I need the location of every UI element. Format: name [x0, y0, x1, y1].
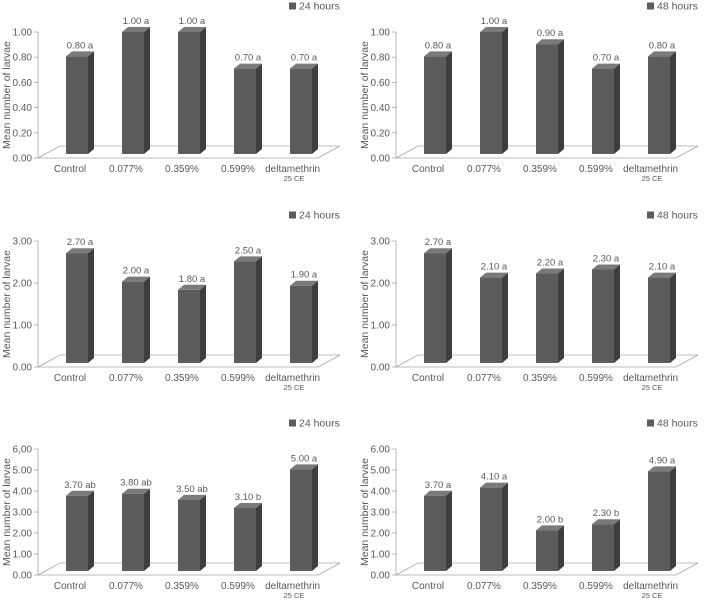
bar-side-face — [256, 64, 262, 154]
bar-front-face — [178, 290, 200, 363]
data-label: 0.90 a — [536, 28, 564, 40]
y-tick-label: 0.60 — [12, 77, 32, 89]
legend-label: 24 hours — [299, 0, 340, 13]
bar — [234, 256, 262, 363]
data-label: 5.00 a — [290, 453, 318, 465]
bar — [592, 64, 620, 154]
y-tick-label: 3.00 — [370, 507, 390, 519]
bar-front-face — [122, 32, 144, 154]
bar-front-face — [480, 278, 502, 363]
x-tick-label: Control — [411, 164, 445, 175]
legend — [289, 210, 340, 222]
x-tick-label: Control — [411, 581, 445, 592]
bar-side-face — [670, 273, 676, 363]
x-tick-label: Control — [411, 373, 445, 384]
data-label: 1.90 a — [290, 269, 318, 281]
bar-front-face — [536, 274, 558, 363]
y-tick-label: 5.00 — [370, 465, 390, 477]
y-axis-title: Mean number of larvae — [359, 250, 371, 358]
x-tick-label-line: deltamethrin — [265, 581, 323, 592]
x-tick-label-line: deltamethrin — [623, 164, 681, 175]
y-axis-title: Mean number of larvae — [1, 41, 13, 149]
data-label: 2.10 a — [480, 261, 508, 273]
data-label: 1.00 a — [178, 16, 206, 27]
bar-side-face — [502, 273, 508, 363]
bar-side-face — [614, 519, 620, 571]
x-tick-label: 0.359% — [165, 581, 199, 592]
legend-swatch — [647, 212, 654, 219]
legend-swatch — [289, 3, 296, 10]
bar — [648, 466, 676, 571]
bar-front-face — [122, 494, 144, 571]
bar-front-face — [648, 471, 670, 571]
x-tick-label: 0.599% — [221, 373, 255, 384]
x-tick-label: 0.599% — [221, 164, 255, 175]
bar — [480, 483, 508, 571]
chart-panel — [359, 1, 698, 184]
legend-label: 48 hours — [657, 0, 698, 13]
bar-front-face — [234, 69, 256, 154]
y-tick-label: 0.00 — [370, 362, 390, 374]
bar-side-face — [502, 27, 508, 154]
y-tick-label: 1.00 — [370, 320, 390, 332]
bar — [648, 273, 676, 363]
data-label: 4.90 a — [648, 455, 676, 467]
bar-front-face — [66, 56, 88, 154]
bar-side-face — [558, 525, 564, 571]
x-tick-label-line: deltamethrin — [623, 581, 681, 592]
data-label: 2.30 a — [592, 253, 620, 265]
bar — [424, 51, 452, 154]
bar-front-face — [178, 500, 200, 571]
x-tick-label: Control — [53, 373, 87, 384]
bar — [66, 491, 94, 571]
bar — [178, 495, 206, 571]
x-tick-label-line: 25 CE — [641, 383, 663, 392]
data-label: 0.80 a — [424, 40, 452, 52]
y-tick-label: 2.00 — [12, 278, 32, 290]
bar-front-face — [480, 32, 502, 154]
x-tick-label: 0.359% — [165, 164, 199, 175]
bar-side-face — [614, 264, 620, 363]
legend — [289, 1, 340, 13]
bar — [592, 264, 620, 363]
y-tick-label: 1.00 — [12, 549, 32, 561]
bar-front-face — [592, 524, 614, 571]
x-tick-label: 0.599% — [579, 164, 613, 175]
x-tick-label — [623, 581, 681, 600]
x-tick-label: 0.077% — [109, 581, 143, 592]
data-label: 3.50 ab — [176, 483, 208, 495]
legend-swatch — [289, 212, 296, 219]
data-label: 3.80 ab — [120, 477, 152, 489]
x-tick-label — [623, 373, 681, 392]
x-tick-label-line: 25 CE — [283, 383, 305, 392]
bar-front-face — [290, 69, 312, 154]
x-tick-label-line: 25 CE — [283, 591, 305, 600]
y-tick-label: 0.00 — [370, 570, 390, 582]
y-tick-label: 3.00 — [370, 236, 390, 248]
data-label: 0.70 a — [234, 52, 262, 64]
bar-side-face — [558, 39, 564, 154]
data-label: 2.50 a — [234, 245, 262, 257]
x-tick-label-line: 25 CE — [641, 174, 663, 183]
data-label: 4.10 a — [480, 471, 508, 483]
bar-side-face — [256, 256, 262, 363]
x-tick-label: 0.599% — [221, 581, 255, 592]
bar-front-face — [536, 530, 558, 571]
chart-panel — [359, 210, 698, 393]
y-axis-title: Mean number of larvae — [1, 250, 13, 358]
x-tick-label — [265, 373, 323, 392]
bar — [536, 39, 564, 154]
data-label: 2.30 b — [592, 508, 620, 520]
legend — [647, 210, 698, 222]
bar — [592, 519, 620, 571]
data-label: 2.70 a — [424, 237, 452, 249]
bar-side-face — [446, 248, 452, 363]
data-label: 2.00 a — [122, 265, 150, 277]
y-tick-label: 0.40 — [12, 103, 32, 115]
bar-front-face — [234, 261, 256, 363]
legend — [647, 418, 698, 430]
bar-front-face — [424, 56, 446, 154]
y-tick-label: 1.00 — [370, 549, 390, 561]
x-tick-label: 0.077% — [109, 164, 143, 175]
y-tick-label: 2.00 — [12, 528, 32, 540]
y-tick-label: 6.00 — [370, 444, 390, 456]
x-tick-label: 0.359% — [523, 164, 557, 175]
bar-front-face — [480, 488, 502, 571]
x-tick-label-line: 25 CE — [283, 174, 305, 183]
legend — [647, 1, 698, 13]
chart-panel — [359, 418, 698, 601]
bar — [178, 285, 206, 363]
bar — [234, 64, 262, 154]
y-axis-title: Mean number of larvae — [359, 41, 371, 149]
y-tick-label: 1.00 — [370, 27, 390, 39]
bar-side-face — [200, 495, 206, 571]
bar-side-face — [144, 27, 150, 154]
bar — [424, 491, 452, 571]
x-tick-label: 0.077% — [109, 373, 143, 384]
x-tick-label: Control — [53, 164, 87, 175]
x-tick-label: Control — [53, 581, 87, 592]
y-axis-title: Mean number of larvae — [359, 458, 371, 566]
bar-side-face — [446, 51, 452, 154]
bar-front-face — [66, 253, 88, 363]
x-tick-label-line: 25 CE — [641, 591, 663, 600]
bar-side-face — [88, 248, 94, 363]
chart-panel — [1, 418, 340, 601]
bar-front-face — [648, 56, 670, 154]
bar — [290, 64, 318, 154]
y-tick-label: 0.20 — [370, 128, 390, 140]
bar — [122, 277, 150, 363]
bar-side-face — [144, 277, 150, 363]
y-tick-label: 0.80 — [370, 52, 390, 64]
x-tick-label: 0.077% — [467, 581, 501, 592]
data-label: 0.70 a — [592, 52, 620, 64]
legend-swatch — [647, 420, 654, 427]
bar-front-face — [536, 44, 558, 154]
bar-side-face — [312, 64, 318, 154]
data-label: 3.10 b — [234, 491, 262, 503]
legend-label: 24 hours — [299, 209, 340, 222]
legend-label: 48 hours — [657, 209, 698, 222]
bar-front-face — [592, 269, 614, 363]
bar-front-face — [66, 496, 88, 571]
data-label: 0.80 a — [648, 40, 676, 52]
x-tick-label: 0.599% — [579, 581, 613, 592]
y-axis-title: Mean number of larvae — [1, 458, 13, 566]
bar-side-face — [256, 503, 262, 571]
bar — [480, 273, 508, 363]
y-tick-label: 5.00 — [12, 465, 32, 477]
bar-front-face — [178, 32, 200, 154]
data-label: 0.80 a — [66, 40, 94, 52]
y-tick-label: 4.00 — [12, 486, 32, 498]
bar — [290, 464, 318, 571]
x-tick-label — [265, 164, 323, 183]
legend — [289, 418, 340, 430]
bar — [424, 248, 452, 363]
bar-front-face — [234, 508, 256, 571]
data-label: 2.00 b — [536, 514, 564, 526]
bar — [178, 27, 206, 154]
legend-swatch — [289, 420, 296, 427]
y-tick-label: 0.60 — [370, 77, 390, 89]
x-tick-label: 0.077% — [467, 373, 501, 384]
y-tick-label: 4.00 — [370, 486, 390, 498]
y-tick-label: 1.00 — [12, 27, 32, 39]
bar-side-face — [670, 466, 676, 571]
bar — [536, 269, 564, 363]
bar — [290, 281, 318, 363]
bar-side-face — [144, 489, 150, 571]
y-tick-label: 1.00 — [12, 320, 32, 332]
y-tick-label: 0.00 — [12, 153, 32, 165]
bar-side-face — [446, 491, 452, 571]
x-tick-label: 0.599% — [579, 373, 613, 384]
y-tick-label: 0.40 — [370, 103, 390, 115]
x-tick-label: 0.359% — [523, 373, 557, 384]
y-tick-label: 0.20 — [12, 128, 32, 140]
x-tick-label: 0.077% — [467, 164, 501, 175]
data-label: 2.70 a — [66, 237, 94, 249]
bar-front-face — [290, 469, 312, 571]
y-tick-label: 0.00 — [12, 362, 32, 374]
bar — [122, 27, 150, 154]
bar-front-face — [592, 69, 614, 154]
data-label: 0.70 a — [290, 52, 318, 64]
legend-swatch — [647, 3, 654, 10]
chart-panel — [1, 210, 340, 393]
data-label: 3.70 a — [424, 479, 452, 491]
data-label: 3.70 ab — [64, 479, 96, 491]
y-tick-label: 3.00 — [12, 236, 32, 248]
y-tick-label: 0.00 — [12, 570, 32, 582]
bar-front-face — [648, 278, 670, 363]
bar-side-face — [502, 483, 508, 571]
y-tick-label: 2.00 — [370, 278, 390, 290]
data-label: 1.00 a — [122, 16, 150, 27]
y-tick-label: 6,00 — [12, 444, 32, 456]
bar-side-face — [200, 27, 206, 154]
bar-side-face — [614, 64, 620, 154]
x-tick-label — [623, 164, 681, 183]
bar — [66, 248, 94, 363]
bar — [234, 503, 262, 571]
bar — [122, 489, 150, 571]
y-tick-label: 3.00 — [12, 507, 32, 519]
data-label: 2.10 a — [648, 261, 676, 273]
bar-front-face — [424, 253, 446, 363]
bar-side-face — [88, 491, 94, 571]
y-tick-label: 0.00 — [370, 153, 390, 165]
bar-side-face — [88, 51, 94, 154]
x-tick-label-line: deltamethrin — [265, 164, 323, 175]
bar-side-face — [558, 269, 564, 363]
y-tick-label: 2.00 — [370, 528, 390, 540]
chart-panel — [1, 1, 340, 184]
x-tick-label: 0.359% — [165, 373, 199, 384]
y-tick-label: 0.80 — [12, 52, 32, 64]
x-tick-label-line: deltamethrin — [265, 373, 323, 384]
x-tick-label: 0.359% — [523, 581, 557, 592]
data-label: 1.80 a — [178, 273, 206, 285]
bar — [66, 51, 94, 154]
bar-side-face — [312, 281, 318, 363]
data-label: 2.20 a — [536, 257, 564, 269]
bar-front-face — [424, 496, 446, 571]
x-tick-label — [265, 581, 323, 600]
bar-front-face — [290, 286, 312, 363]
bar — [480, 27, 508, 154]
bar-side-face — [670, 51, 676, 154]
bar-side-face — [312, 464, 318, 571]
legend-label: 24 hours — [299, 417, 340, 430]
bar-side-face — [200, 285, 206, 363]
data-label: 1.00 a — [480, 16, 508, 27]
bar-front-face — [122, 282, 144, 363]
bar — [648, 51, 676, 154]
bar — [536, 525, 564, 571]
legend-label: 48 hours — [657, 417, 698, 430]
x-tick-label-line: deltamethrin — [623, 373, 681, 384]
